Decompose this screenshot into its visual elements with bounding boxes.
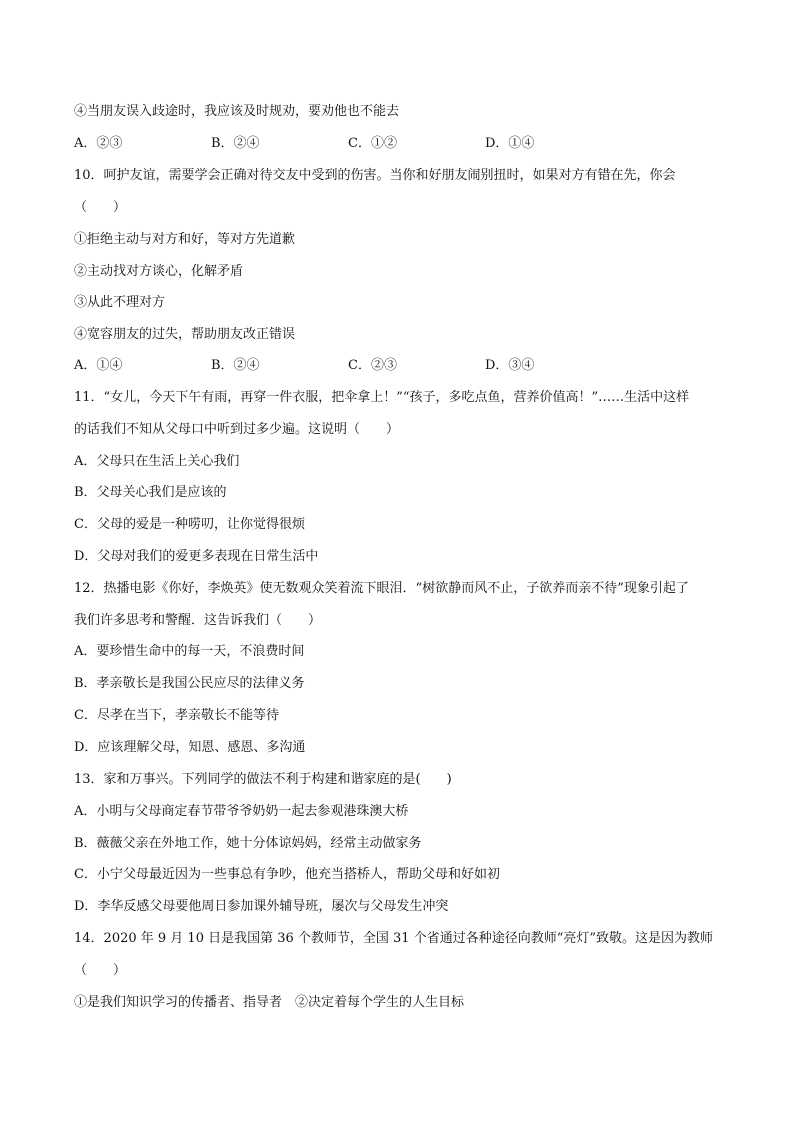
- q10-option-d[interactable]: D．③④: [485, 358, 535, 373]
- q14-stem-line-2: （ ）: [74, 963, 127, 978]
- q13-choice-d[interactable]: D．李华反感父母要他周日参加课外辅导班，屡次与父母发生冲突: [74, 899, 449, 914]
- q10-statement-2: ②主动找对方谈心，化解矛盾: [74, 264, 244, 279]
- q12-choice-a[interactable]: A．要珍惜生命中的每一天，不浪费时间: [74, 644, 305, 659]
- q10-stem-line-1: 10．呵护友谊，需要学会正确对待交友中受到的伤害。当你和好朋友闹别扭时，如果对方有错在先，你会: [74, 168, 676, 183]
- q9-statement-4: ④当朋友误入歧途时，我应该及时规劝，要劝他也不能去: [74, 104, 400, 119]
- q10-statement-4: ④宽容朋友的过失，帮助朋友改正错误: [74, 327, 296, 342]
- q11-choice-a[interactable]: A．父母只在生活上关心我们: [74, 454, 240, 469]
- q11-stem-line-2: 的话我们不知从父母口中听到过多少遍。这说明（ ）: [74, 422, 400, 437]
- q13-choice-a[interactable]: A．小明与父母商定春节带爷爷奶奶一起去参观港珠澳大桥: [74, 804, 409, 819]
- q9-option-d[interactable]: D．①④: [485, 136, 535, 151]
- q13-stem-line-1: 13．家和万事兴。下列同学的做法不利于构建和谐家庭的是( ): [74, 772, 452, 787]
- q12-choice-d[interactable]: D．应该理解父母，知恩、感恩、多沟通: [74, 740, 306, 755]
- q12-choice-b[interactable]: B．孝亲敬长是我国公民应尽的法律义务: [74, 676, 305, 691]
- q14-stem-line-1: 14．2020 年 9 月 10 日是我国第 36 个教师节，全国 31 个省通过各种途径向教师“亮灯”致敬。这是因为教师: [74, 931, 714, 946]
- q10-option-c[interactable]: C．②③: [348, 358, 397, 373]
- q9-option-a[interactable]: A．②③: [74, 136, 123, 151]
- q10-option-b[interactable]: B．②④: [211, 358, 260, 373]
- q10-stem-line-2: （ ）: [74, 200, 127, 215]
- q11-choice-b[interactable]: B．父母关心我们是应该的: [74, 485, 227, 500]
- q10-statement-3: ③从此不理对方: [74, 295, 166, 310]
- q12-choice-c[interactable]: C．尽孝在当下，孝亲敬长不能等待: [74, 708, 279, 723]
- q9-option-c[interactable]: C．①②: [348, 136, 397, 151]
- q10-statement-1: ①拒绝主动与对方和好，等对方先道歉: [74, 232, 296, 247]
- q14-statements: ①是我们知识学习的传播者、指导者 ②决定着每个学生的人生目标: [74, 995, 465, 1010]
- q11-choice-d[interactable]: D．父母对我们的爱更多表现在日常生活中: [74, 549, 319, 564]
- q11-choice-c[interactable]: C．父母的爱是一种唠叨，让你觉得很烦: [74, 517, 305, 532]
- q11-stem-line-1: 11．“女儿，今天下午有雨，再穿一件衣服，把伞拿上！”“孩子，多吃点鱼，营养价值高！”……生活中这样: [74, 390, 690, 405]
- q9-option-b[interactable]: B．②④: [211, 136, 260, 151]
- q13-choice-b[interactable]: B．薇薇父亲在外地工作，她十分体谅妈妈，经常主动做家务: [74, 836, 422, 851]
- q13-choice-c[interactable]: C．小宁父母最近因为一些事总有争吵，他充当搭桥人，帮助父母和好如初: [74, 867, 500, 882]
- q12-stem-line-1: 12．热播电影《你好，李焕英》使无数观众笑着流下眼泪．“树欲静而风不止，子欲养而亲不待”现象引起了: [74, 581, 689, 596]
- q10-option-a[interactable]: A．①④: [74, 358, 123, 373]
- q12-stem-line-2: 我们许多思考和警醒．这告诉我们（ ）: [74, 613, 322, 628]
